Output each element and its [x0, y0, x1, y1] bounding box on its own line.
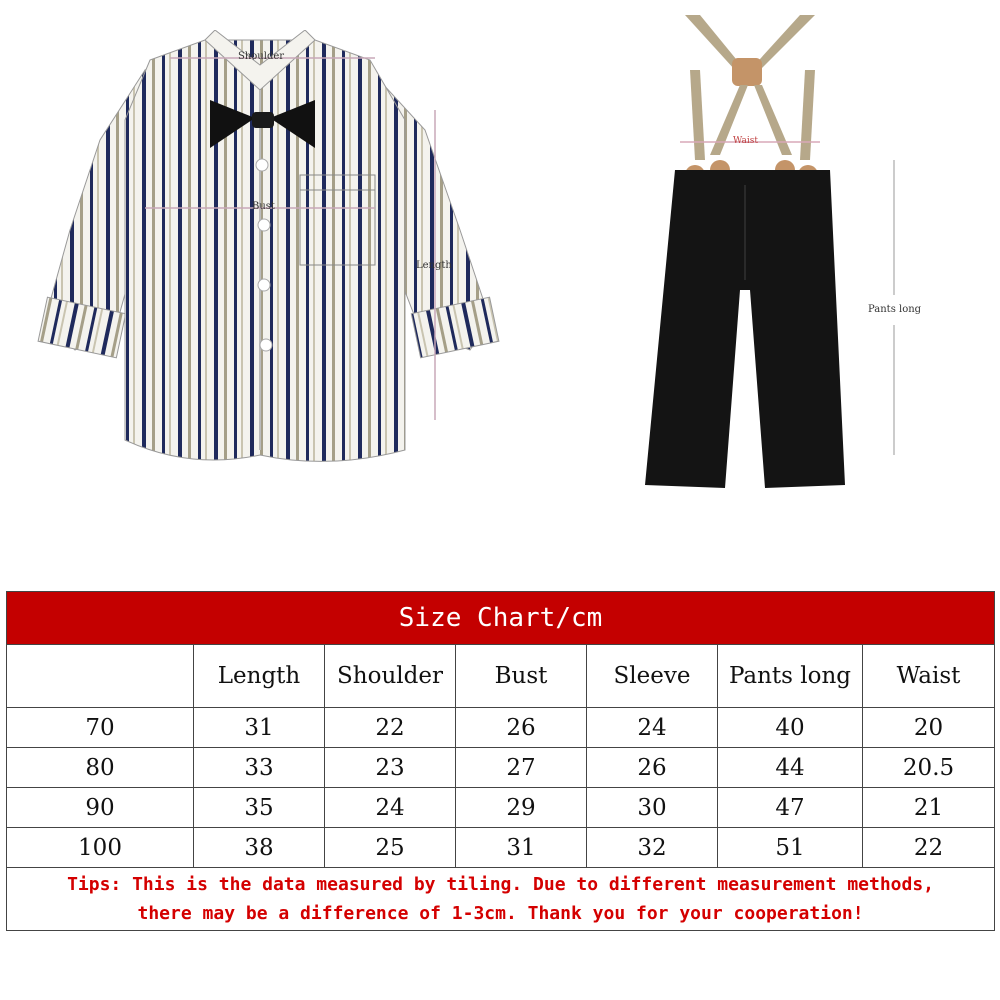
table-cell: 22 — [325, 708, 456, 748]
table-cell: 33 — [194, 748, 325, 788]
table-row — [7, 788, 995, 828]
table-cell: 26 — [456, 708, 587, 748]
table-cell: 40 — [718, 708, 863, 748]
table-cell: 51 — [718, 828, 863, 868]
table-cell: 31 — [194, 708, 325, 748]
table-cell: 38 — [194, 828, 325, 868]
table-cell: 24 — [587, 708, 718, 748]
size-chart-title: Size Chart/cm — [7, 592, 995, 645]
size-cell: 90 — [7, 788, 194, 828]
tips-line-2: there may be a difference of 1-3cm. Thank you for your cooperation! — [137, 903, 864, 924]
table-cell: 26 — [587, 748, 718, 788]
table-cell: 35 — [194, 788, 325, 828]
size-chart-table — [6, 591, 995, 931]
table-cell: 24 — [325, 788, 456, 828]
table-row — [7, 708, 995, 748]
pants-long-label: Pants long — [868, 304, 922, 315]
size-cell: 80 — [7, 748, 194, 788]
table-cell: 22 — [863, 828, 995, 868]
shirt-length-label: Length — [416, 260, 452, 271]
table-cell: 20.5 — [863, 748, 995, 788]
shirt-bust-label: Bust — [252, 201, 275, 212]
table-cell: 27 — [456, 748, 587, 788]
table-cell: 29 — [456, 788, 587, 828]
pants-illustration — [640, 10, 860, 490]
table-cell: 31 — [456, 828, 587, 868]
column-header-waist: Waist — [863, 645, 995, 708]
table-cell: 23 — [325, 748, 456, 788]
table-row — [7, 828, 995, 868]
column-header-bust: Bust — [456, 645, 587, 708]
table-cell: 25 — [325, 828, 456, 868]
column-header — [7, 645, 194, 708]
pants-waist-label: Waist — [733, 136, 758, 146]
column-header-sleeve: Sleeve — [587, 645, 718, 708]
table-row — [7, 748, 995, 788]
table-header-row — [7, 645, 995, 708]
size-cell: 100 — [7, 828, 194, 868]
table-cell: 20 — [863, 708, 995, 748]
shirt-shoulder-label: Shoulder — [238, 51, 285, 62]
table-cell: 32 — [587, 828, 718, 868]
column-header-shoulder: Shoulder — [325, 645, 456, 708]
tips-line-1: Tips: This is the data measured by tiling. Due to different measurement methods, — [67, 874, 935, 895]
tips-note — [7, 868, 995, 931]
column-header-pants-long: Pants long — [718, 645, 863, 708]
table-cell: 47 — [718, 788, 863, 828]
column-header-length: Length — [194, 645, 325, 708]
shirt-illustration — [30, 30, 510, 480]
table-cell: 30 — [587, 788, 718, 828]
table-cell: 44 — [718, 748, 863, 788]
size-cell: 70 — [7, 708, 194, 748]
table-cell: 21 — [863, 788, 995, 828]
